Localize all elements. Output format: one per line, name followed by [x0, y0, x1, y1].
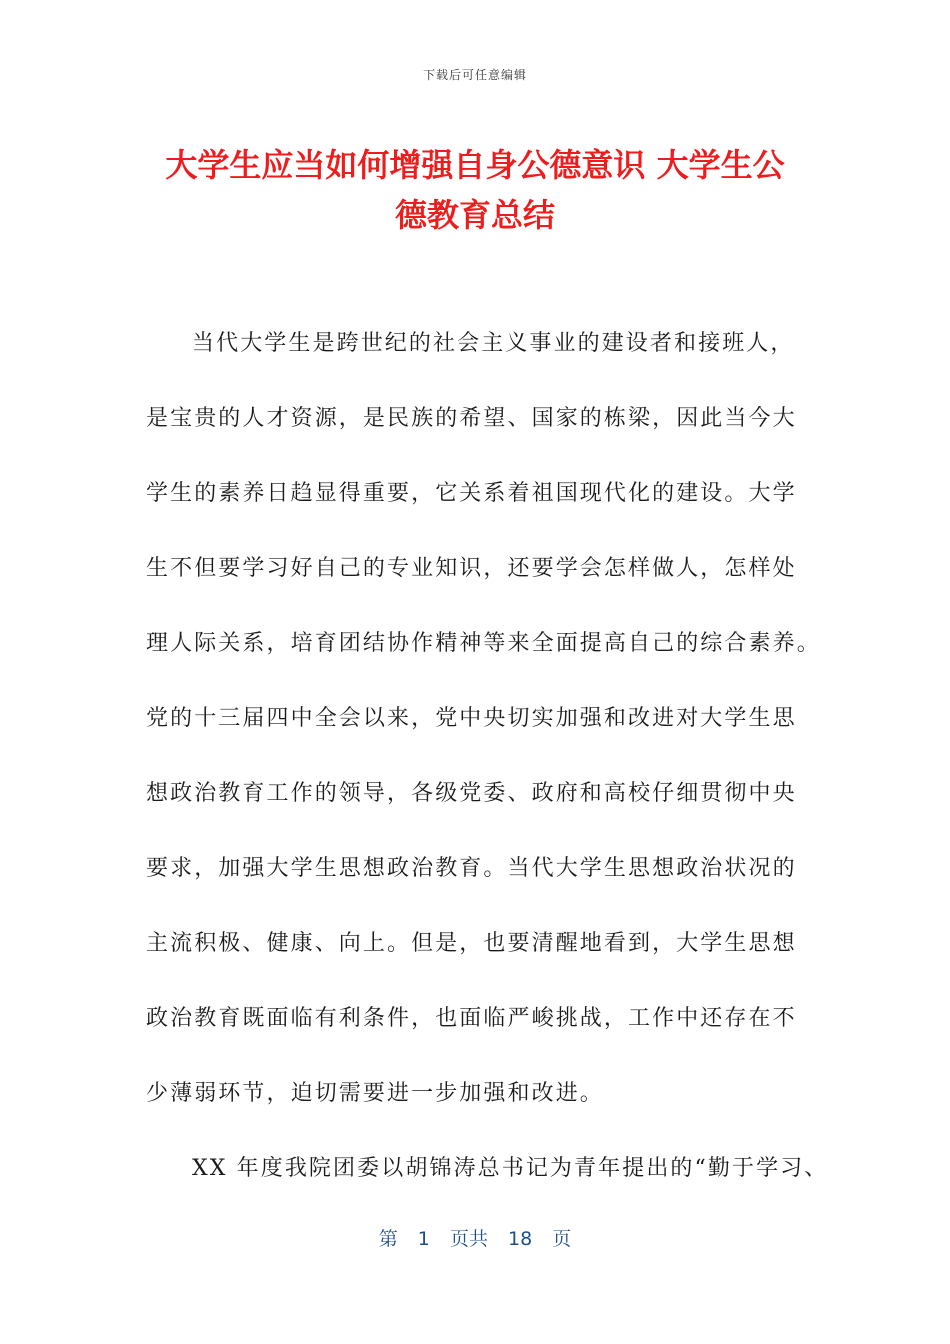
footer-suffix: 页 — [552, 1228, 572, 1250]
document-title — [120, 140, 830, 240]
body-line: 理人际关系，培育团结协作精神等来全面提高自己的综合素养。 — [146, 631, 821, 656]
footer-prefix: 第 — [378, 1228, 398, 1250]
footer-middle: 页共 — [449, 1228, 488, 1250]
header-note: 下载后可任意编辑 — [422, 68, 527, 82]
body-line: 要求，加强大学生思想政治教育。当代大学生思想政治状况的 — [146, 856, 797, 881]
page-footer — [0, 1224, 950, 1251]
body-line: 政治教育既面临有利条件，也面临严峻挑战，工作中还存在不 — [146, 1006, 797, 1031]
body-line: XX 年度我院团委以胡锦涛总书记为青年提出的“勤于学习、 — [192, 1156, 829, 1181]
body-line: 当代大学生是跨世纪的社会主义事业的建设者和接班人， — [192, 331, 795, 356]
body-line: 是宝贵的人才资源，是民族的希望、国家的栋梁，因此当今大 — [146, 406, 797, 431]
current-page-number: 1 — [417, 1228, 430, 1250]
body-line: 主流积极、健康、向上。但是，也要清醒地看到，大学生思想 — [146, 931, 797, 956]
document-body — [146, 320, 829, 1220]
title-line-1: 大学生应当如何增强自身公德意识 大学生公 — [165, 146, 785, 184]
body-line: 想政治教育工作的领导，各级党委、政府和高校仔细贯彻中央 — [146, 781, 797, 806]
body-line: 党的十三届四中全会以来，党中央切实加强和改进对大学生思 — [146, 706, 797, 731]
total-pages-number: 18 — [508, 1228, 533, 1250]
body-line: 生不但要学习好自己的专业知识，还要学会怎样做人，怎样处 — [146, 556, 797, 581]
body-line: 少薄弱环节，迫切需要进一步加强和改进。 — [146, 1081, 604, 1106]
title-line-2: 德教育总结 — [394, 196, 555, 234]
body-line: 学生的素养日趋显得重要，它关系着祖国现代化的建设。大学 — [146, 481, 797, 506]
